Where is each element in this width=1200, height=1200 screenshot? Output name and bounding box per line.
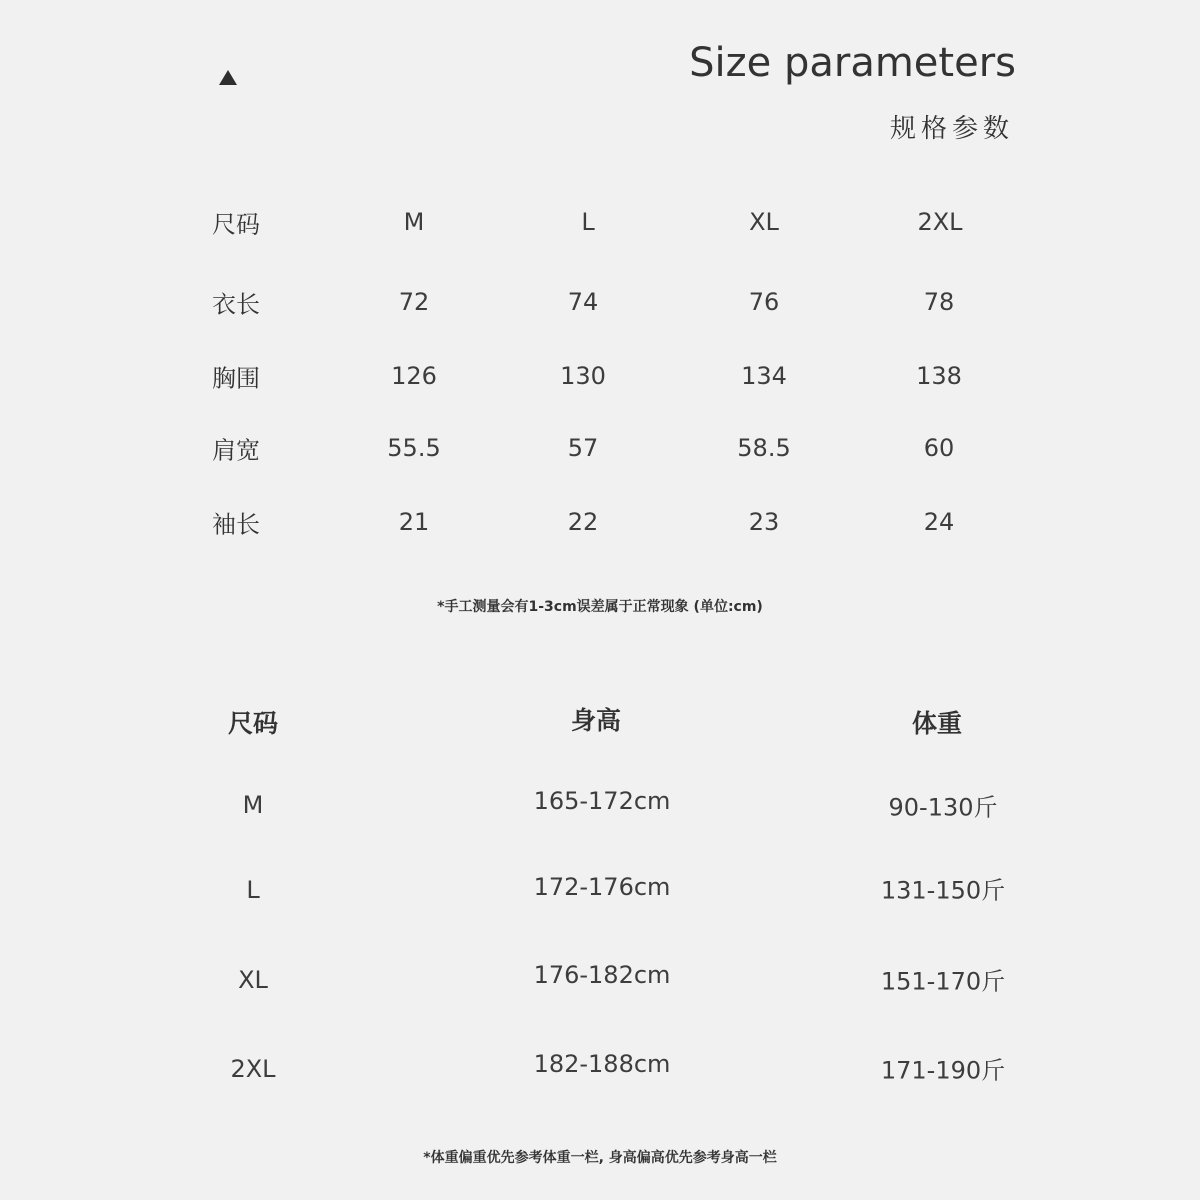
table-cell: 182-188cm: [533, 1050, 671, 1078]
table-cell: 2XL: [230, 1055, 276, 1083]
table-cell: 21: [398, 508, 430, 536]
row-label: 袖长: [212, 510, 260, 539]
row-label: 胸围: [212, 364, 260, 393]
page-subtitle: 规格参数: [889, 114, 1014, 144]
table-cell: 151-170斤: [880, 967, 1006, 996]
triangle-icon: [219, 70, 237, 85]
table-cell: 90-130斤: [888, 793, 998, 822]
size-table-column-header: L: [581, 208, 595, 236]
table-cell: 57: [567, 434, 599, 462]
size-table-corner-label: 尺码: [212, 210, 260, 239]
table-cell: 131-150斤: [880, 876, 1006, 905]
table-cell: 126: [391, 362, 437, 390]
table-cell: 55.5: [387, 434, 441, 462]
row-label: 衣长: [212, 290, 260, 319]
table-cell: 172-176cm: [533, 873, 671, 901]
measurement-note: *手工测量会有1-3cm误差属于正常现象 (单位:cm): [437, 599, 763, 615]
table-cell: 58.5: [737, 434, 791, 462]
table-cell: 72: [398, 288, 430, 316]
size-table-column-header: XL: [749, 208, 779, 236]
table-cell: 23: [748, 508, 780, 536]
page-title: Size parameters: [689, 40, 1016, 86]
table-cell: 78: [923, 288, 955, 316]
size-table-column-header: 2XL: [917, 208, 963, 236]
table-cell: 60: [923, 434, 955, 462]
table-cell: 165-172cm: [533, 787, 671, 815]
table-cell: 134: [741, 362, 787, 390]
table-cell: M: [242, 791, 264, 819]
table-cell: 24: [923, 508, 955, 536]
table-cell: XL: [238, 966, 268, 994]
table-cell: 176-182cm: [533, 961, 671, 989]
table-cell: 22: [567, 508, 599, 536]
row-label: 肩宽: [212, 436, 260, 465]
size-table-column-header: M: [403, 208, 425, 236]
fit-table-header: 体重: [911, 709, 963, 738]
table-cell: L: [246, 876, 260, 904]
table-cell: 130: [560, 362, 606, 390]
table-cell: 138: [916, 362, 962, 390]
fit-note: *体重偏重优先参考体重一栏, 身高偏高优先参考身高一栏: [423, 1150, 777, 1166]
table-cell: 74: [567, 288, 599, 316]
fit-table-header: 尺码: [227, 709, 279, 738]
table-cell: 171-190斤: [880, 1056, 1006, 1085]
fit-table-header: 身高: [570, 706, 622, 735]
table-cell: 76: [748, 288, 780, 316]
